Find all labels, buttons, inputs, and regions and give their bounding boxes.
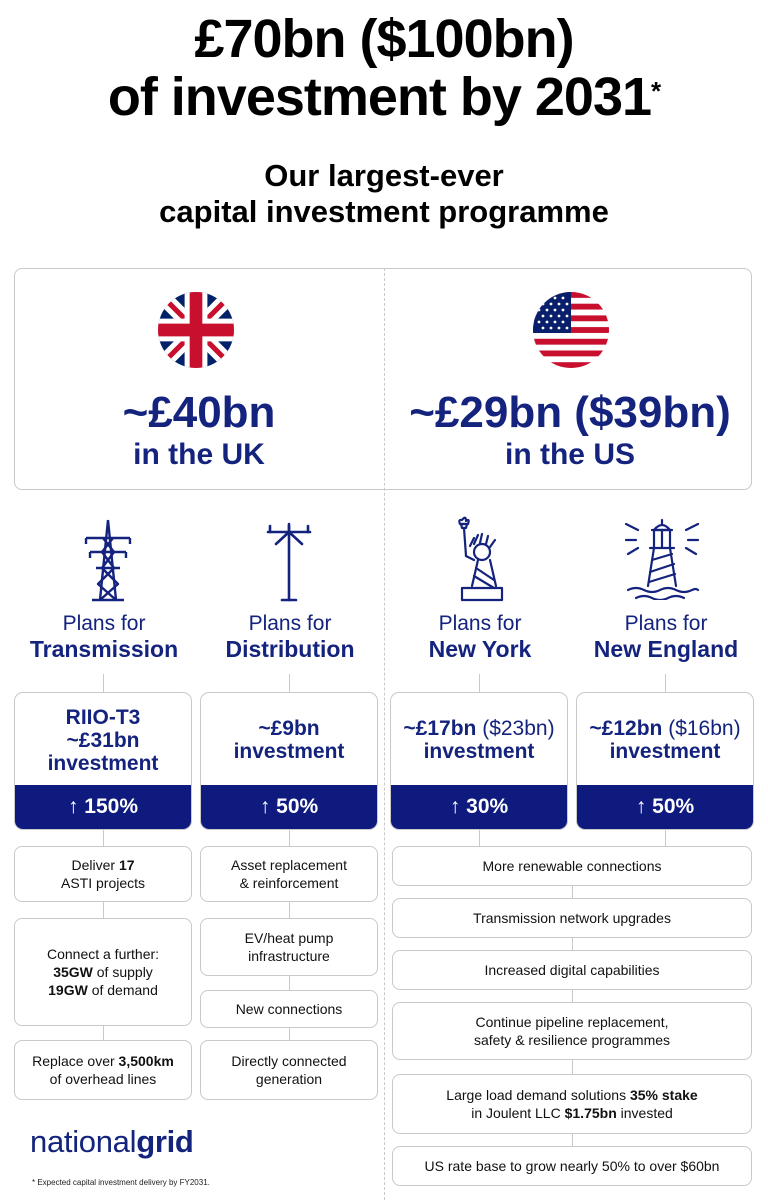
distribution-change-badge: ↑ 50% (201, 785, 377, 829)
distribution-card-asset-replacement: Asset replacement & reinforcement (200, 846, 378, 902)
connector-line (289, 902, 290, 918)
plans-new-england-line2: New England (593, 636, 739, 662)
connector-line (289, 1028, 290, 1040)
plans-new-england (576, 612, 756, 662)
uk-label: in the UK (133, 438, 265, 471)
transmission-programme: RIIO-T3 (65, 705, 141, 729)
new-york-usd: ($23bn) (482, 717, 555, 740)
title-footnote-mark: * (651, 76, 661, 106)
new-york-amount: ~£17bn ($23bn) (403, 717, 555, 740)
connector-line (289, 976, 290, 990)
distribution-card-connected-generation: Directly connected generation (200, 1040, 378, 1100)
connector-line (103, 830, 104, 846)
connector-line (572, 886, 573, 898)
us-card-renewable-connections: More renewable connections (392, 846, 752, 886)
uk-amount: ~£40bn (122, 388, 276, 437)
us-amount: ~£29bn ($39bn) (409, 388, 731, 437)
us-card-large-load-demand: Large load demand solutions 35% stake in Joulent LLC $1.75bn invested (392, 1074, 752, 1134)
transmission-card-asti: Deliver 17 ASTI projects (14, 846, 192, 902)
subtitle-line-2: capital investment programme (159, 194, 609, 229)
plans-new-england-line1: Plans for (624, 612, 708, 635)
connector-line (289, 674, 290, 692)
new-england-investment-word: investment (609, 740, 721, 763)
distribution-amount: ~£9bn (258, 717, 320, 740)
distribution-card-new-connections: New connections (200, 990, 378, 1028)
plans-transmission (14, 612, 194, 662)
plans-distribution-line1: Plans for (248, 612, 332, 635)
us-label: in the US (504, 438, 635, 471)
plans-new-york (390, 612, 570, 662)
national-grid-logo: nationalgrid (30, 1124, 194, 1159)
connector-line (572, 938, 573, 950)
new-england-amount: ~£12bn ($16bn) (589, 717, 741, 740)
distribution-card-ev-heat-pump: EV/heat pump infrastructure (200, 918, 378, 976)
connector-line (572, 990, 573, 1002)
connector-line (289, 830, 290, 846)
transmission-card-overhead-lines: Replace over 3,500km of overhead lines (14, 1040, 192, 1100)
footnote: * Expected capital investment delivery by FY2031. (32, 1178, 210, 1187)
plans-new-york-line2: New York (428, 636, 532, 662)
transmission-investment-box (14, 692, 192, 830)
plans-distribution-line2: Distribution (225, 636, 355, 662)
plans-transmission-line2: Transmission (29, 636, 179, 662)
connector-line (103, 902, 104, 918)
uk-flag-icon (158, 292, 234, 368)
connector-line (665, 674, 666, 692)
connector-line (103, 1026, 104, 1040)
subtitle-line-1: Our largest-ever (264, 158, 504, 193)
new-york-investment-word: investment (423, 740, 535, 763)
connector-line (479, 674, 480, 692)
transmission-card-connect: Connect a further: 35GW of supply 19GW of demand (14, 918, 192, 1026)
transmission-change-badge: ↑ 150% (15, 785, 191, 829)
statue-of-liberty-icon (452, 516, 510, 607)
title-line-2: of investment by 2031* (107, 67, 661, 127)
transmission-amount: ~£31bn (66, 728, 140, 752)
connector-line (572, 1060, 573, 1074)
us-card-rate-base: US rate base to grow nearly 50% to over $60bn (392, 1146, 752, 1186)
plans-new-york-line1: Plans for (438, 612, 522, 635)
new-england-usd: ($16bn) (668, 717, 741, 740)
connector-line (479, 830, 480, 846)
distribution-investment-box (200, 692, 378, 830)
transmission-investment-word: investment (47, 751, 159, 775)
us-card-digital-capabilities: Increased digital capabilities (392, 950, 752, 990)
distribution-pole-icon (264, 522, 314, 607)
us-card-pipeline-replacement: Continue pipeline replacement, safety & resilience programmes (392, 1002, 752, 1060)
new-york-change-badge: ↑ 30% (391, 785, 567, 829)
new-york-investment-box (390, 692, 568, 830)
connector-line (103, 674, 104, 692)
plans-distribution (200, 612, 380, 662)
subtitle (0, 158, 768, 230)
plans-transmission-line1: Plans for (62, 612, 146, 635)
title-line-1: £70bn ($100bn) (194, 9, 574, 69)
transmission-pylon-icon (80, 518, 136, 607)
distribution-investment-word: investment (233, 740, 345, 763)
main-title (0, 10, 768, 126)
us-flag-icon (533, 292, 609, 368)
us-card-transmission-upgrades: Transmission network upgrades (392, 898, 752, 938)
connector-line (572, 1134, 573, 1146)
lighthouse-icon (624, 516, 700, 605)
connector-line (665, 830, 666, 846)
new-england-change-badge: ↑ 50% (577, 785, 753, 829)
new-england-investment-box (576, 692, 754, 830)
